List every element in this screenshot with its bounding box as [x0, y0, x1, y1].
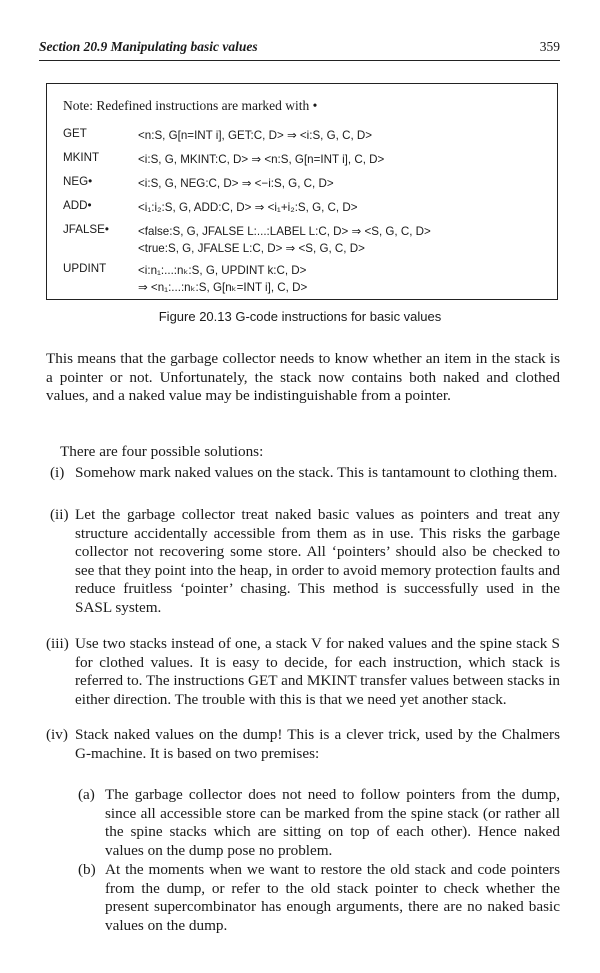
instruction-name: ADD•: [63, 199, 92, 212]
section-title: Section 20.9 Manipulating basic values: [39, 39, 258, 54]
item-label: (iii): [46, 635, 69, 652]
instruction-name: MKINT: [63, 151, 100, 164]
item-text: Stack naked values on the dump! This is a clever trick, used by the Chalmers G-machine. It is based on two premises:: [75, 726, 560, 762]
instruction-rule: <i₁:i₂:S, G, ADD:C, D> ⇒ <i₁+i₂:S, G, C, D>: [138, 201, 358, 214]
figure-box: [46, 83, 558, 300]
instruction-rule: <i:S, G, NEG:C, D> ⇒ <−i:S, G, C, D>: [138, 177, 334, 190]
item-text: At the moments when we want to restore the old stack and code pointers from the dump, or refer to the old stack pointer to check whether the present supercombinator has enough arguments, there are no naked basic values on the dump.: [105, 861, 560, 934]
item-text: Somehow mark naked values on the stack. This is tantamount to clothing them.: [75, 464, 558, 481]
instruction-rule: <i:S, G, MKINT:C, D> ⇒ <n:S, G[n=INT i], C, D>: [138, 153, 385, 166]
page-number: 359: [539, 39, 560, 54]
figure-caption: Figure 20.13 G-code instructions for basic values: [158, 309, 442, 324]
item-text: The garbage collector does not need to follow pointers from the dump, since all accessible store can be marked from the spine stack (or rather all the spine stacks which are sitting on top of each other). Hence naked values on the dump pose no problem.: [105, 786, 560, 859]
instruction-rule: <i:n₁:...:nₖ:S, G, UPDINT k:C, D>: [138, 264, 307, 277]
instruction-rule: <true:S, G, JFALSE L:C, D> ⇒ <S, G, C, D>: [138, 242, 365, 255]
instruction-rule: <n:S, G[n=INT i], GET:C, D> ⇒ <i:S, G, C, D>: [138, 129, 373, 142]
item-label: (b): [78, 861, 96, 878]
item-label: (iv): [46, 726, 68, 743]
instruction-name: GET: [63, 127, 87, 140]
item-text: Let the garbage collector treat naked basic values as pointers and treat any structure accidentally accessible from them as in use. This risks the garbage collector not recovering some store. All ‘pointers’ should also be checked to see that they point into the heap, in order to avoid memory protection faults and reduce fruitless ‘pointer’ chasing. This method is successfully used in the SASL system.: [75, 506, 560, 616]
item-label: (ii): [50, 506, 69, 523]
running-head: [39, 38, 560, 61]
item-text: Use two stacks instead of one, a stack V for naked values and the spine stack S for clothed values. It is easy to decide, for each instruction, which stack is referred to. The instructions GET and MKINT transfer values between stacks in either direction. The trouble with this is that we need yet another stack.: [75, 635, 561, 708]
item-label: (a): [78, 786, 95, 803]
instruction-name: NEG•: [63, 175, 93, 188]
paragraph: This means that the garbage collector needs to know whether an item in the stack is a pointer or not. Unfortunately, the stack now contains both naked and clothed values, and a naked value may be indistinguishable from a pointer.: [46, 350, 560, 405]
item-label: (i): [50, 464, 65, 481]
instruction-name: JFALSE•: [63, 223, 109, 236]
figure-note: Note: Redefined instructions are marked with •: [63, 98, 318, 113]
instruction-name: UPDINT: [63, 262, 107, 275]
paragraph: There are four possible solutions:: [60, 443, 264, 460]
instruction-rule: <false:S, G, JFALSE L:...:LABEL L:C, D> ⇒ <S, G, C, D>: [138, 225, 431, 238]
instruction-rule: ⇒ <n₁:...:nₖ:S, G[nₖ=INT i], C, D>: [138, 281, 308, 294]
